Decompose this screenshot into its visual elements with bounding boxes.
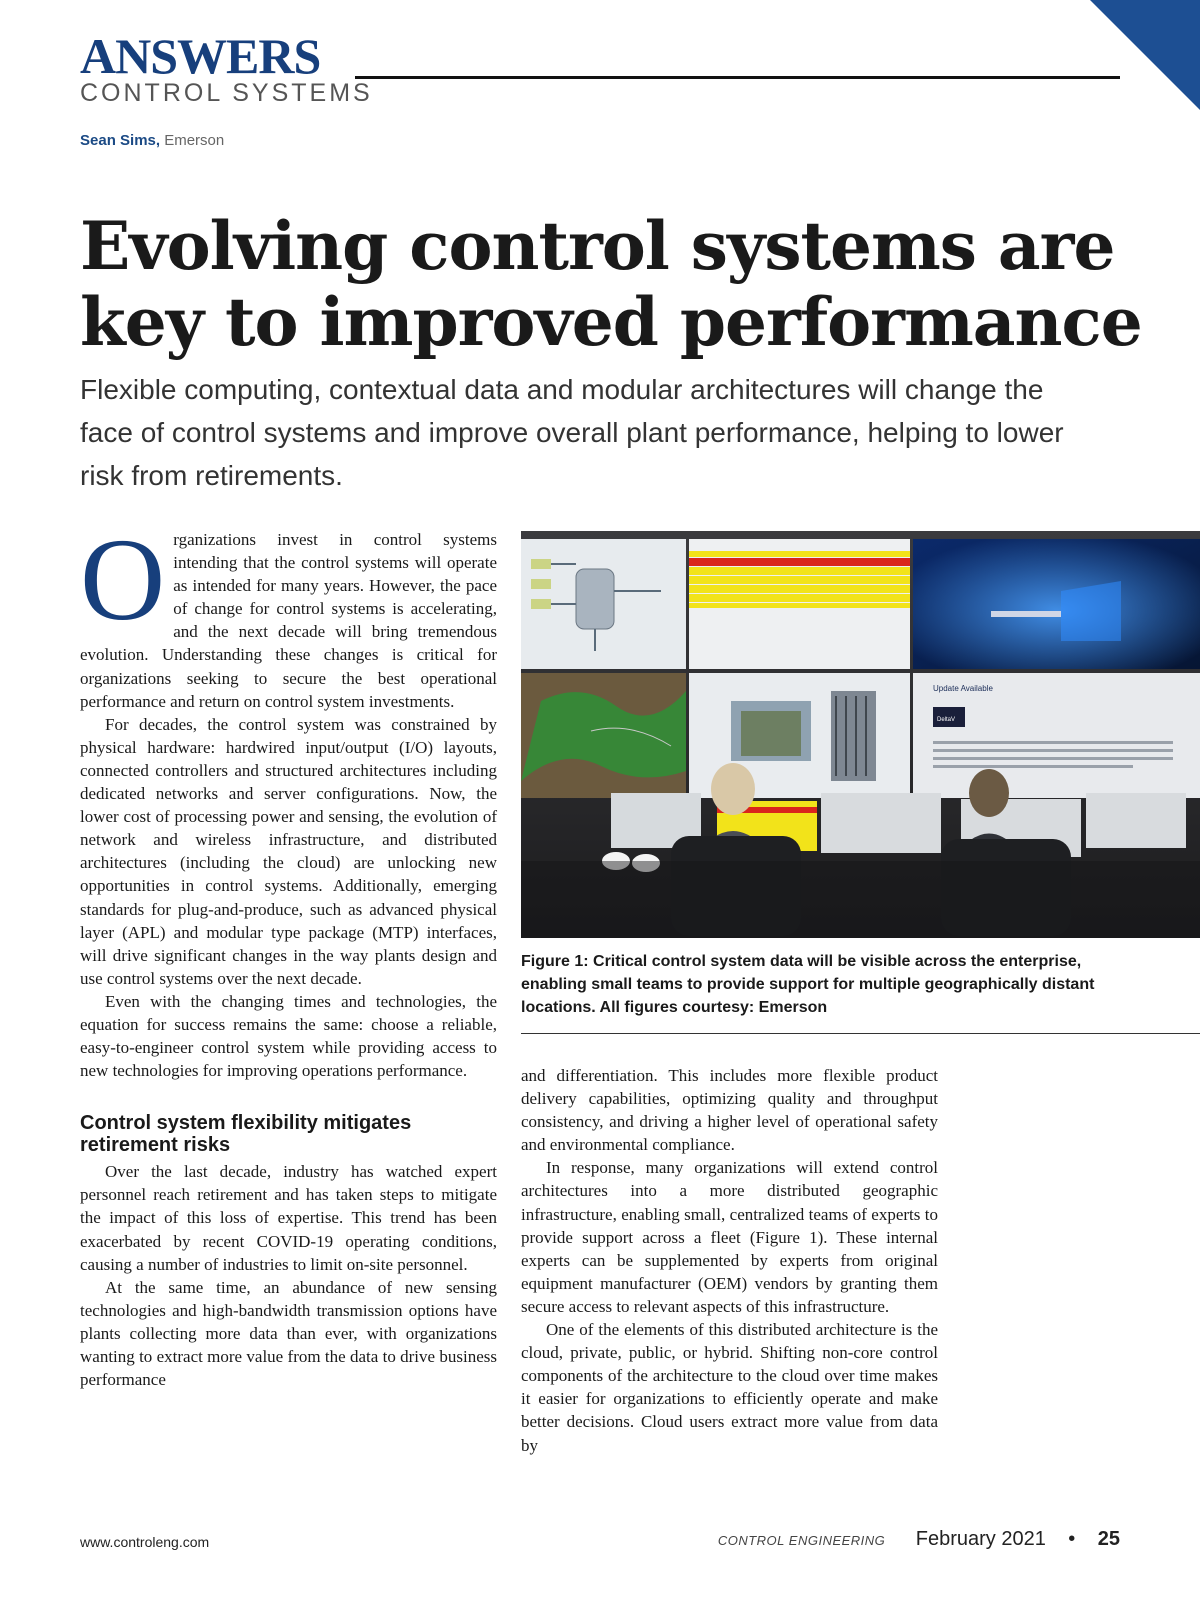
masthead <box>80 30 373 106</box>
body-paragraph: In response, many organizations will extend control architectures into a more distributed geographic infrastructure, enabling small, centralized teams of experts to provide support across a fleet (Figure 1). These internal experts can be supplemented by experts from original equipment manufacturer (OEM) vendors by granting them secure access to relevant aspects of this infrastructure. <box>521 1158 938 1316</box>
body-paragraph: Over the last decade, industry has watched expert personnel reach retirement and has taken steps to mitigate the impact of this loss of expertise. This trend has been exacerbated by recent COVID-19 operating conditions, causing a number of industries to limit on-site personnel. <box>80 1162 497 1274</box>
drop-cap: O <box>80 514 166 645</box>
deck: Flexible computing, contextual data and modular architectures will change the face of control systems and improve overall plant performance, helping to lower risk from retirements. <box>80 374 1064 491</box>
body-paragraph: rganizations invest in control systems intending that the control systems will operate as intended for many years. However, the pace of change for control systems is accelerating, and the next decade will bring tremendous evolution. Understanding these changes is critical for organizations seeking to secure the best operational performance and return on control system investments. <box>80 530 497 711</box>
page-number: 25 <box>1097 1528 1120 1550</box>
author-company: Emerson <box>164 132 225 149</box>
section-subtitle: CONTROL SYSTEMS <box>80 79 373 107</box>
body-paragraph: At the same time, an abundance of new sensing technologies and high-bandwidth transmission options have plants collecting more data than ever, with organizations wanting to extract more value from the data to drive business performance <box>80 1277 497 1390</box>
column-middle <box>521 1064 938 1457</box>
footer-info <box>718 1528 1120 1551</box>
headline: Evolving control systems are key to improved performance <box>80 207 1142 361</box>
control-room-illustration <box>521 531 1200 938</box>
body-paragraph: For decades, the control system was constrained by physical hardware: hardwired input/output (I/O) layouts, connected controllers and structured architectures including dedicated networks and server configurations. Now, the lower cost of processing power and sensing, the evolution of network and wireless infrastructure, and distributed architectures (including the cloud) are unlocking new opportunities in control systems. Additionally, emerging standards for plug-and-produce, such as advanced physical layer (APL) and modular type package (MTP) interfaces, will drive significant changes in the way plants design and use control systems over the next decade. <box>80 714 497 988</box>
byline <box>80 132 224 149</box>
body-paragraph: Even with the changing times and technologies, the equation for success remains the same: choose a reliable, easy-to-engineer control system while providing access to new technologies for improving operations performance. <box>80 991 497 1081</box>
body-paragraph: and differentiation. This includes more flexible product delivery capabilities, optimizing quality and throughput consistency, and driving a higher level of operational safety and environmental compliance. <box>521 1066 938 1155</box>
screen-update-title: Update Available <box>933 684 993 693</box>
corner-accent <box>1090 0 1200 110</box>
section-title: ANSWERS <box>80 28 321 84</box>
figure-caption: Figure 1: Critical control system data will be visible across the enterprise, enabling small teams to provide support for multiple geographically distant locations. All figures courtesy: Emerson <box>521 953 1095 1016</box>
footer-url: www.controleng.com <box>80 1534 210 1550</box>
caption-rule <box>521 1033 1200 1034</box>
masthead-rule <box>355 76 1120 79</box>
subheading: Control system flexibility mitigates retirement risks <box>80 1112 412 1157</box>
footer-publication: CONTROL ENGINEERING <box>717 1533 886 1548</box>
author-name: Sean Sims, <box>80 132 161 149</box>
footer-date: February 2021 <box>915 1528 1046 1550</box>
screen-brand: DeltaV <box>937 717 956 723</box>
column-left <box>80 514 497 1391</box>
figure-photo <box>521 531 1200 938</box>
footer-bullet: • <box>1068 1528 1076 1550</box>
body-paragraph: One of the elements of this distributed architecture is the cloud, private, public, or hybrid. Shifting non-core control components of the architecture to the cloud over time makes it easier for organizations to efficiently operate and make better decisions. Cloud users extract more value from data by <box>521 1320 938 1455</box>
